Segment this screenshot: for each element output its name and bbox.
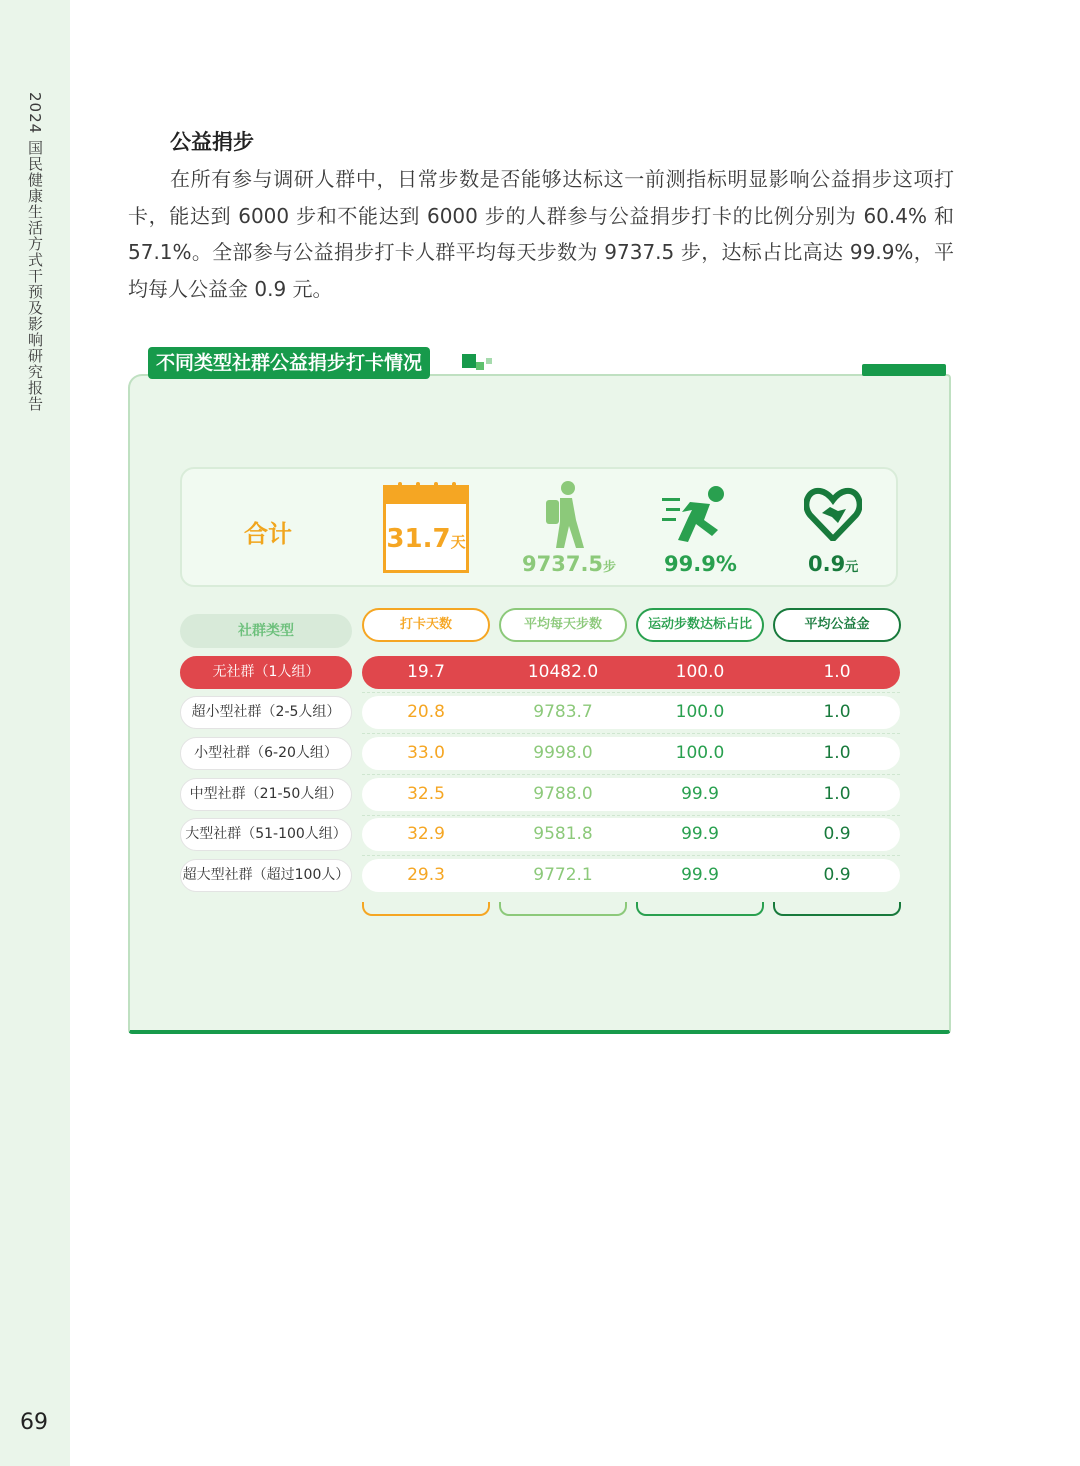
summary-label: 合计 (244, 520, 292, 548)
column-header-fund: 平均公益金 (773, 608, 901, 642)
cell-days: 29.3 (407, 865, 445, 885)
cell-rate: 99.9 (681, 824, 719, 844)
panel-accent-bar (862, 364, 946, 376)
cell-fund: 1.0 (823, 662, 851, 682)
cell-days: 33.0 (407, 743, 445, 763)
summary-days-unit: 天 (450, 533, 466, 551)
summary-days (386, 524, 466, 554)
running-person-icon (660, 484, 732, 546)
panel-title: 不同类型社群公益捐步打卡情况 (148, 347, 430, 379)
summary-fund (808, 552, 858, 576)
page-number: 69 (20, 1410, 48, 1435)
cell-steps: 9783.7 (533, 702, 593, 722)
column-header-rate: 运动步数达标占比 (636, 608, 764, 642)
body-paragraph: 在所有参与调研人群中，日常步数是否能够达标这一前测指标明显影响公益捐步这项打卡，能达到 6000 步和不能达到 6000 步的人群参与公益捐步打卡的比例分别为 60.4% 和 57.1%。全部参与公益捐步打卡人群平均每天步数为 9737.5 步，达标占比高达 99.9%，平均每人公益金 0.9 元。 (128, 167, 954, 301)
column-bracket (362, 902, 490, 916)
cell-days: 32.5 (407, 784, 445, 804)
decor-square (462, 354, 476, 368)
cell-rate: 99.9 (681, 865, 719, 885)
summary-steps-unit: 步 (603, 560, 617, 575)
row-label: 无社群（1人组） (180, 656, 352, 689)
section-heading: 公益捐步 (170, 130, 254, 154)
walking-person-icon (538, 480, 590, 550)
row-label: 超大型社群（超过100人） (180, 859, 352, 892)
cell-steps: 10482.0 (527, 662, 599, 682)
cell-fund: 0.9 (823, 865, 851, 885)
report-title: 2024 国民健康生活方式干预及影响研究报告 (26, 92, 44, 412)
decor-square (476, 362, 484, 370)
column-bracket (773, 902, 901, 916)
summary-steps-value: 9737.5 (522, 552, 604, 576)
cell-rate: 100.0 (675, 662, 725, 682)
cell-fund: 1.0 (823, 743, 851, 763)
row-divider (362, 815, 900, 816)
cell-rate: 99.9 (681, 784, 719, 804)
row-divider (362, 692, 900, 693)
cell-days: 19.7 (407, 662, 445, 682)
summary-fund-value: 0.9 (808, 552, 846, 576)
cell-rate: 100.0 (675, 743, 725, 763)
column-header-days: 打卡天数 (362, 608, 490, 642)
cell-rate: 100.0 (675, 702, 725, 722)
cell-fund: 1.0 (823, 784, 851, 804)
decor-square (486, 358, 492, 364)
row-label: 超小型社群（2-5人组） (180, 696, 352, 729)
cell-fund: 1.0 (823, 702, 851, 722)
column-bracket (499, 902, 627, 916)
summary-steps (522, 552, 616, 576)
row-label: 大型社群（51-100人组） (180, 818, 352, 851)
row-divider (362, 774, 900, 775)
cell-fund: 0.9 (823, 824, 851, 844)
row-divider (362, 855, 900, 856)
row-divider (362, 733, 900, 734)
column-bracket (636, 902, 764, 916)
summary-fund-unit: 元 (845, 560, 859, 575)
type-column-header: 社群类型 (180, 614, 352, 648)
row-label: 小型社群（6-20人组） (180, 737, 352, 770)
calendar-icon (383, 485, 469, 573)
cell-days: 32.9 (407, 824, 445, 844)
summary-days-value: 31.7 (386, 524, 451, 554)
heart-handshake-icon (804, 487, 862, 541)
row-label: 中型社群（21-50人组） (180, 778, 352, 811)
cell-steps: 9772.1 (533, 865, 593, 885)
summary-rate: 99.9% (664, 552, 737, 576)
cell-steps: 9998.0 (533, 743, 593, 763)
cell-days: 20.8 (407, 702, 445, 722)
column-header-steps: 平均每天步数 (499, 608, 627, 642)
cell-steps: 9788.0 (533, 784, 593, 804)
cell-steps: 9581.8 (533, 824, 593, 844)
